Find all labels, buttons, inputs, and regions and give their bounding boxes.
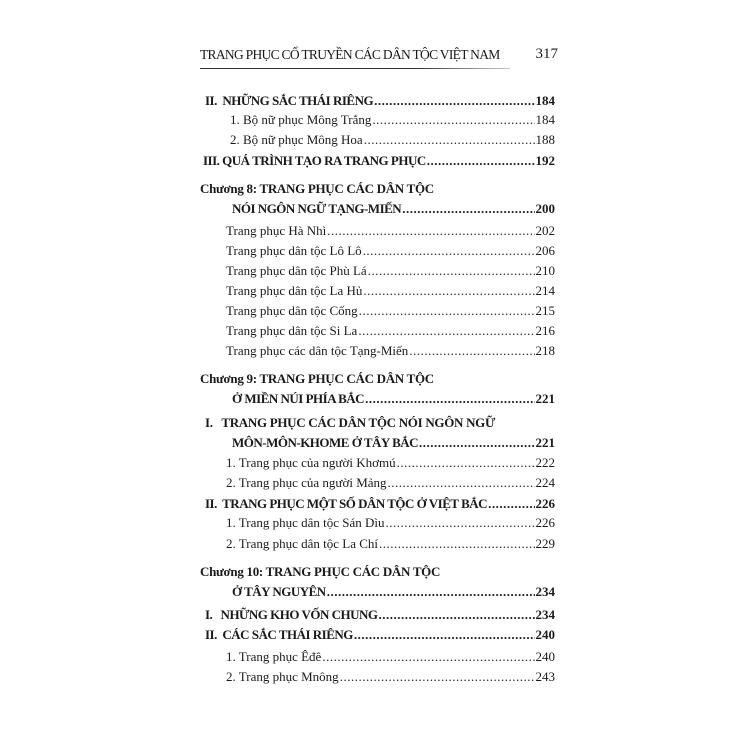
toc-entry: Trang phục các dân tộc Tạng-Miến ..... 218	[226, 342, 555, 360]
chapter-heading: Chương 10: TRANG PHỤC CÁC DÂN TỘC	[200, 564, 441, 579]
toc-entry: II. CÁC SẮC THÁI RIÊNG ..... 240	[205, 626, 555, 644]
toc-entry: 2. Trang phục dân tộc La Chí ..... 229	[226, 535, 555, 553]
toc-entry: 1. Bộ nữ phục Mông Trắng ..... 184	[230, 111, 555, 129]
toc-entry: Trang phục dân tộc La Hủ ..... 214	[226, 282, 555, 300]
toc-entry: II. TRANG PHỤC MỘT SỐ DÂN TỘC Ở VIỆT BẮC ..... 226	[205, 495, 555, 513]
toc-entry: Ở TÂY NGUYÊN ..... 234	[232, 583, 555, 601]
toc-entry: Trang phục Hà Nhì ..... 202	[226, 222, 555, 240]
toc-entry: Trang phục dân tộc Phù Lá ..... 210	[226, 262, 555, 280]
toc-entry: 2. Trang phục của người Mảng ..... 224	[226, 474, 555, 492]
chapter-heading: Chương 9: TRANG PHỤC CÁC DÂN TỘC	[200, 371, 434, 386]
toc-entry: Trang phục dân tộc Cống ..... 215	[226, 302, 555, 320]
toc-entry: NÓI NGÔN NGỮ TẠNG-MIẾN ..... 200	[232, 200, 555, 218]
toc-entry: 1. Trang phục dân tộc Sán Dìu ..... 226	[226, 514, 555, 532]
toc-entry: MÔN-MÔN-KHOME Ở TÂY BẮC ..... 221	[232, 434, 555, 452]
toc-entry: 1. Trang phục của người Khơmú ..... 222	[226, 454, 555, 472]
toc-entry: I. NHỮNG KHO VỐN CHUNG ..... 234	[205, 606, 555, 624]
toc-entry: Ở MIỀN NÚI PHÍA BẮC ..... 221	[232, 390, 555, 408]
running-header: TRANG PHỤC CỔ TRUYỀN CÁC DÂN TỘC VIỆT NAM	[200, 47, 500, 62]
toc-entry: III. QUÁ TRÌNH TẠO RA TRANG PHỤC ..... 192	[203, 152, 555, 170]
toc-entry: II. NHỮNG SẮC THÁI RIÊNG ..... 184	[205, 92, 555, 110]
toc-entry: Trang phục dân tộc Si La ..... 216	[226, 322, 555, 340]
toc-entry: 2. Bộ nữ phục Mông Hoa ..... 188	[230, 131, 555, 149]
page-number: 317	[535, 46, 558, 62]
toc-entry: 2. Trang phục Mnông ..... 243	[226, 668, 555, 686]
toc-entry: 1. Trang phục Êđê ..... 240	[226, 648, 555, 666]
chapter-heading: Chương 8: TRANG PHỤC CÁC DÂN TỘC	[200, 181, 434, 196]
section-heading: I. TRANG PHỤC CÁC DÂN TỘC NÓI NGÔN NGỮ	[205, 415, 496, 430]
header-rule	[200, 68, 510, 69]
toc-entry: Trang phục dân tộc Lô Lô ..... 206	[226, 242, 555, 260]
